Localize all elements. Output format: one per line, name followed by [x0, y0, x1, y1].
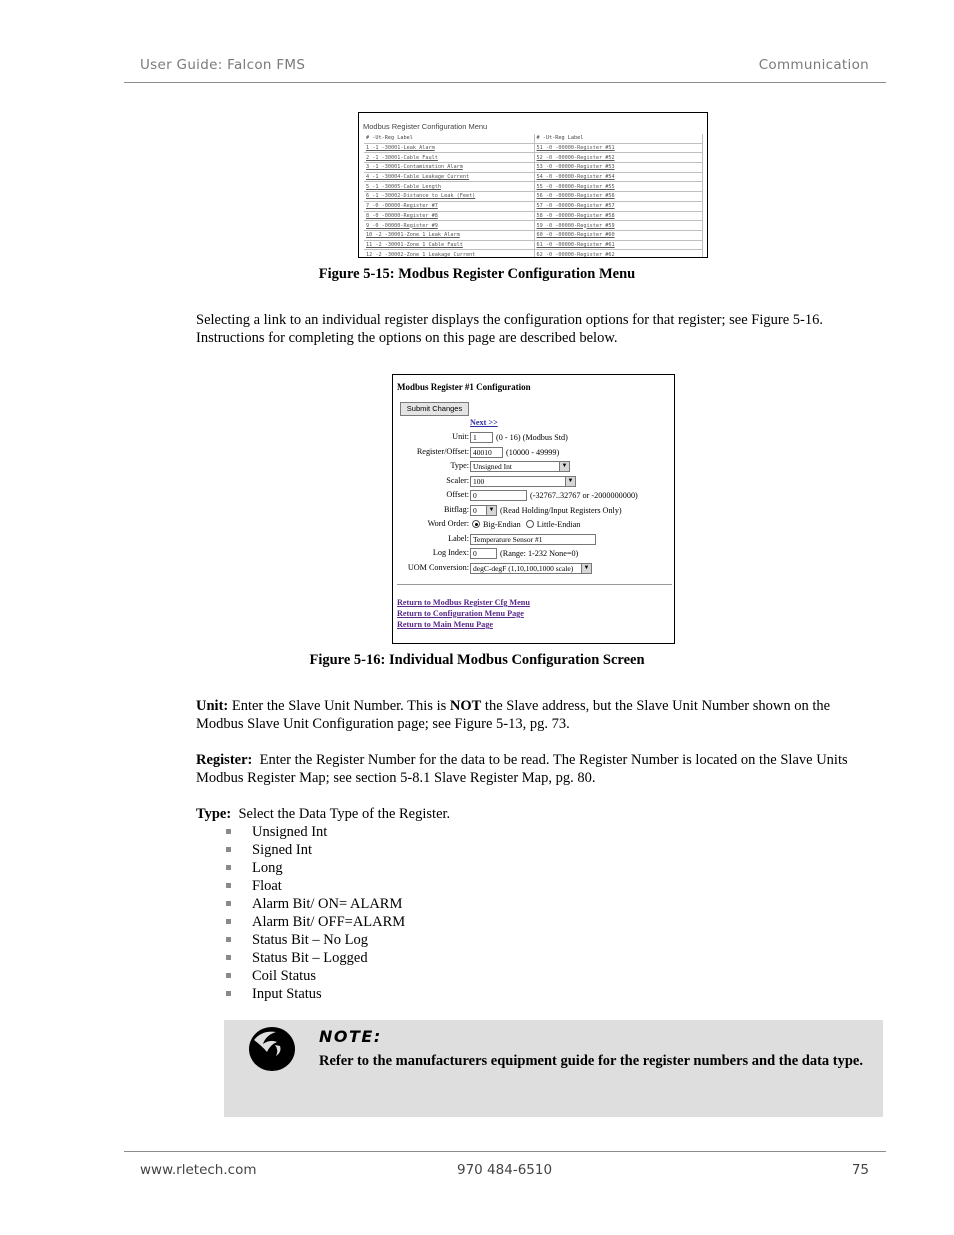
- table-row: [364, 182, 702, 192]
- big-endian-label: Big-Endian: [483, 519, 521, 529]
- register-menu-screenshot: [358, 112, 708, 258]
- unit-label: Unit:: [452, 432, 469, 441]
- return-register-menu-link[interactable]: Return to Modbus Register Cfg Menu: [397, 598, 530, 607]
- register-link[interactable]: 4 -1 -30004-Cable Leakage Current: [364, 172, 534, 182]
- header-doc-title: User Guide: Falcon FMS: [140, 57, 306, 73]
- register-link[interactable]: 1 -1 -30001-Leak Alarm: [364, 143, 534, 153]
- register-link[interactable]: 3 -1 -30001-Contamination Alarm: [364, 163, 534, 173]
- table-row: [364, 153, 702, 163]
- log-index-row: [393, 547, 674, 559]
- label-row: [393, 533, 674, 545]
- register-link[interactable]: 51 -0 -00000-Register #51: [534, 143, 702, 153]
- register-offset-hint: (10000 - 49999): [506, 447, 560, 457]
- table-row: [364, 143, 702, 153]
- submit-changes-button[interactable]: Submit Changes: [400, 402, 469, 416]
- type-term: Type:: [196, 806, 232, 822]
- bitflag-select-value: 0: [473, 505, 477, 515]
- column-header: # -Ut-Reg Label: [534, 134, 702, 143]
- list-item: Unsigned Int: [224, 823, 405, 841]
- chevron-down-icon: ▼: [581, 564, 591, 573]
- list-item: Alarm Bit/ ON= ALARM: [224, 895, 405, 913]
- register-link[interactable]: 58 -0 -00000-Register #58: [534, 211, 702, 221]
- next-link[interactable]: Next >>: [470, 418, 498, 427]
- header-rule: [124, 82, 886, 83]
- list-item: Status Bit – No Log: [224, 931, 405, 949]
- register-link[interactable]: 60 -0 -00000-Register #60: [534, 230, 702, 240]
- log-index-label: Log Index:: [432, 548, 469, 557]
- page-number: 75: [851, 1162, 869, 1178]
- scaler-select-value: 100: [473, 476, 485, 486]
- figure-caption-5-15: Figure 5-15: Modbus Register Configuration Menu: [318, 266, 636, 282]
- register-link[interactable]: 7 -0 -00000-Register #7: [364, 201, 534, 211]
- register-row: [393, 446, 674, 458]
- falcon-logo-icon: [246, 1022, 298, 1074]
- scaler-row: [393, 475, 674, 487]
- table-row: [364, 163, 702, 173]
- table-row: [364, 250, 702, 258]
- offset-input[interactable]: 0: [470, 490, 527, 501]
- register-link[interactable]: 9 -0 -00000-Register #9: [364, 221, 534, 231]
- footer-phone: 970 484-6510: [457, 1162, 553, 1178]
- unit-input[interactable]: 1: [470, 432, 493, 443]
- unit-text-1: Enter the Slave Unit Number. This is: [228, 698, 450, 714]
- table-row: [364, 240, 702, 250]
- big-endian-radio[interactable]: [472, 520, 480, 528]
- not-emphasis: NOT: [449, 698, 482, 714]
- register-offset-label: Register/Offset:: [416, 447, 469, 456]
- column-header: # -Ut-Reg Label: [364, 134, 534, 143]
- register-link[interactable]: 8 -0 -00000-Register #8: [364, 211, 534, 221]
- footer-rule: [124, 1151, 886, 1152]
- register-link[interactable]: 57 -0 -00000-Register #57: [534, 201, 702, 211]
- offset-hint: (-32767..32767 or -2000000000): [530, 490, 638, 500]
- header-section-title: Communication: [758, 57, 869, 73]
- list-item: Long: [224, 859, 405, 877]
- register-paragraph: [196, 751, 860, 787]
- register-link[interactable]: 52 -0 -00000-Register #52: [534, 153, 702, 163]
- scaler-label: Scaler:: [446, 476, 469, 485]
- register-link[interactable]: 54 -0 -00000-Register #54: [534, 172, 702, 182]
- register-link[interactable]: 53 -0 -00000-Register #53: [534, 163, 702, 173]
- chevron-down-icon: ▼: [486, 506, 496, 515]
- register-link[interactable]: 10 -2 -30001-Zone 1 Leak Alarm: [364, 230, 534, 240]
- intro-paragraph: Selecting a link to an individual register displays the configuration options for that register; see Figure 5-16. Instructions for completing the options on this page are described below.: [196, 312, 823, 346]
- register-link[interactable]: 62 -0 -00000-Register #62: [534, 250, 702, 258]
- uom-select[interactable]: [470, 563, 592, 574]
- register-term: Register:: [196, 752, 253, 768]
- unit-paragraph: [196, 697, 860, 733]
- divider: [397, 584, 672, 585]
- register-link[interactable]: 2 -1 -30001-Cable Fault: [364, 153, 534, 163]
- bitflag-select[interactable]: [470, 505, 497, 516]
- chevron-down-icon: ▼: [559, 462, 569, 471]
- type-select[interactable]: [470, 461, 570, 472]
- register-menu-table: [364, 134, 703, 258]
- little-endian-label: Little-Endian: [536, 519, 581, 529]
- register-text: Enter the Register Number for the data to be read. The Register Number is located on the Slave Units Modbus Register Map; see section 5-8.1 Slave Register Map, pg. 80.: [196, 752, 852, 786]
- list-item: Input Status: [224, 985, 405, 1003]
- unit-text-2: the Slave address, but the Slave Unit Number shown on the Modbus Slave Unit Configuration page; see Figure 5-13, pg. 73.: [196, 698, 831, 732]
- register-link[interactable]: 12 -2 -30002-Zone 1 Leakage Current: [364, 250, 534, 258]
- table-row: [364, 201, 702, 211]
- type-text: Select the Data Type of the Register.: [231, 806, 451, 822]
- list-item: Float: [224, 877, 405, 895]
- register-link[interactable]: 56 -0 -00000-Register #56: [534, 192, 702, 202]
- register-link[interactable]: 59 -0 -00000-Register #59: [534, 221, 702, 231]
- list-item: Coil Status: [224, 967, 405, 985]
- return-config-menu-link[interactable]: Return to Configuration Menu Page: [397, 609, 524, 618]
- type-paragraph: [196, 805, 860, 823]
- register-config-screenshot: [392, 374, 675, 644]
- register-menu-title: Modbus Register Configuration Menu: [363, 122, 488, 131]
- figure-caption-5-16: Figure 5-16: Individual Modbus Configuration Screen: [309, 652, 645, 668]
- register-link[interactable]: 6 -1 -30002-Distance to Leak (Feet): [364, 192, 534, 202]
- log-index-input[interactable]: 0: [470, 548, 497, 559]
- unit-hint: (0 - 16) (Modbus Std): [496, 432, 568, 442]
- register-link[interactable]: 11 -2 -30001-Zone 1 Cable Fault: [364, 240, 534, 250]
- register-offset-input[interactable]: 40010: [470, 447, 503, 458]
- register-link[interactable]: 61 -0 -00000-Register #61: [534, 240, 702, 250]
- footer-website: www.rletech.com: [140, 1162, 257, 1178]
- note-title: NOTE:: [319, 1027, 382, 1046]
- table-row: [364, 192, 702, 202]
- offset-label: Offset:: [446, 490, 469, 499]
- register-link[interactable]: 55 -0 -00000-Register #55: [534, 182, 702, 192]
- label-input[interactable]: Temperature Sensor #1: [470, 534, 596, 545]
- table-header-row: [364, 134, 702, 143]
- table-row: [364, 230, 702, 240]
- register-link[interactable]: 5 -1 -30005-Cable Length: [364, 182, 534, 192]
- table-row: [364, 172, 702, 182]
- list-item: Status Bit – Logged: [224, 949, 405, 967]
- uom-row: [393, 562, 674, 574]
- type-label: Type:: [450, 461, 469, 470]
- bitflag-hint: (Read Holding/Input Registers Only): [500, 505, 622, 515]
- unit-term: Unit:: [196, 698, 229, 714]
- label-field-label: Label:: [448, 534, 469, 543]
- word-order-label: Word Order:: [427, 519, 469, 528]
- table-row: [364, 221, 702, 231]
- offset-row: [393, 489, 674, 501]
- bitflag-label: Bitflag:: [443, 505, 469, 514]
- note-box: [224, 1020, 883, 1117]
- type-row: [393, 460, 674, 472]
- little-endian-radio[interactable]: [526, 520, 534, 528]
- scaler-select[interactable]: [470, 476, 576, 487]
- list-item: Alarm Bit/ OFF=ALARM: [224, 913, 405, 931]
- chevron-down-icon: ▼: [565, 477, 575, 486]
- word-order-row: [393, 518, 674, 530]
- list-item: Signed Int: [224, 841, 405, 859]
- type-select-value: Unsigned Int: [473, 461, 512, 471]
- type-list: [224, 823, 405, 1003]
- bitflag-row: [393, 504, 674, 516]
- register-config-title: Modbus Register #1 Configuration: [397, 382, 531, 392]
- unit-row: [393, 431, 674, 443]
- log-index-hint: (Range: 1-232 None=0): [500, 548, 579, 558]
- note-text: Refer to the manufacturers equipment guide for the register numbers and the data type.: [319, 1053, 863, 1069]
- table-row: [364, 211, 702, 221]
- uom-select-value: degC-degF (1,10,100,1000 scale): [473, 563, 574, 573]
- return-main-menu-link[interactable]: Return to Main Menu Page: [397, 620, 493, 629]
- uom-label: UOM Conversion:: [407, 563, 469, 572]
